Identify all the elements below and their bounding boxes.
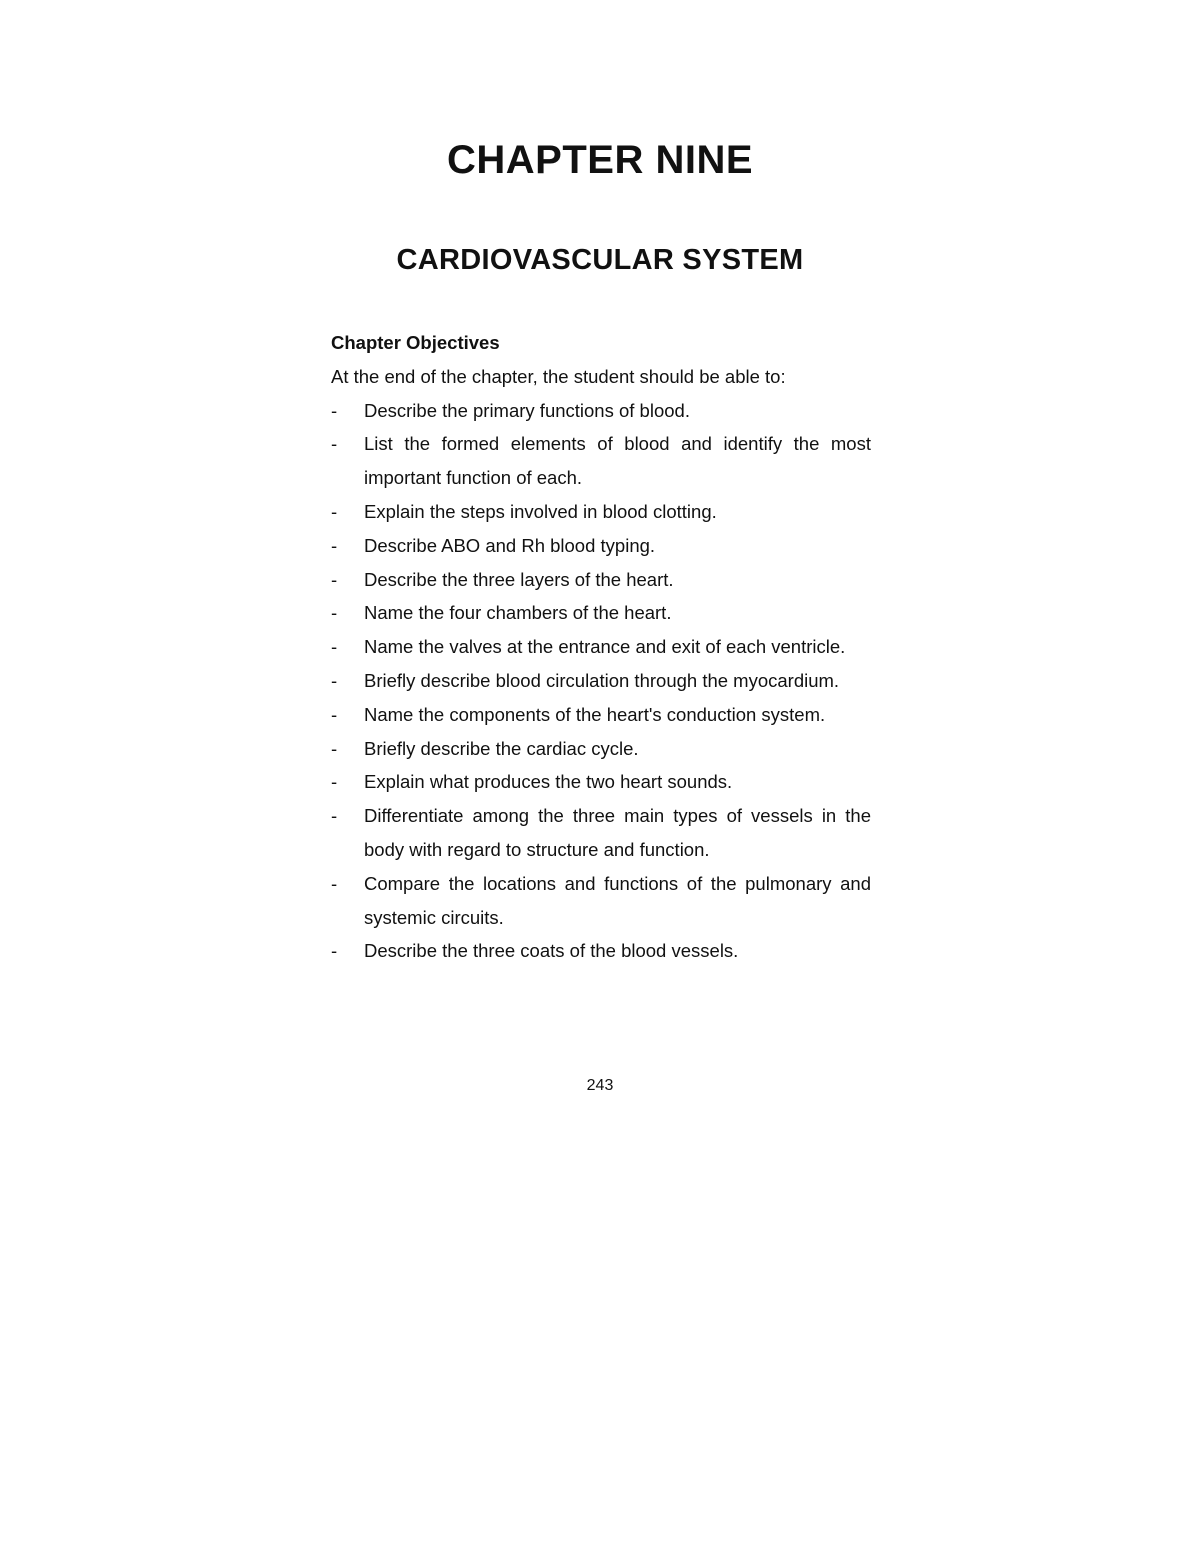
objective-list bbox=[331, 394, 871, 969]
objective-item bbox=[331, 664, 871, 698]
list-bullet: - bbox=[331, 399, 338, 421]
objective-item bbox=[331, 394, 871, 428]
objective-item bbox=[331, 563, 871, 597]
list-bullet: - bbox=[331, 737, 338, 759]
objective-text: Compare the locations and functions of the pulmonary and systemic circuits. bbox=[364, 872, 871, 928]
objective-item bbox=[331, 596, 871, 630]
objective-item bbox=[331, 934, 871, 968]
objectives-heading: Chapter Objectives bbox=[331, 332, 500, 353]
objective-text: Briefly describe blood circulation through the myocardium. bbox=[364, 669, 840, 691]
objective-text: Describe the primary functions of blood. bbox=[364, 399, 690, 421]
list-bullet: - bbox=[331, 602, 338, 624]
objective-text: Explain the steps involved in blood clotting. bbox=[364, 500, 717, 522]
objective-text: Explain what produces the two heart sounds. bbox=[364, 771, 733, 793]
objective-item bbox=[331, 799, 871, 867]
objective-item bbox=[331, 427, 871, 495]
list-bullet: - bbox=[331, 433, 338, 455]
objective-item bbox=[331, 529, 871, 563]
list-bullet: - bbox=[331, 568, 338, 590]
list-bullet: - bbox=[331, 500, 338, 522]
list-bullet: - bbox=[331, 771, 338, 793]
objective-text: Describe the three layers of the heart. bbox=[364, 568, 674, 590]
objective-text: Name the valves at the entrance and exit of each ventricle. bbox=[364, 636, 846, 658]
objective-text: Describe ABO and Rh blood typing. bbox=[364, 534, 656, 556]
list-bullet: - bbox=[331, 669, 338, 691]
objective-text: Name the components of the heart's conduction system. bbox=[364, 703, 826, 725]
objective-item bbox=[331, 698, 871, 732]
list-bullet: - bbox=[331, 636, 338, 658]
list-bullet: - bbox=[331, 703, 338, 725]
objective-text: Differentiate among the three main types of vessels in the body with regard to structure and function. bbox=[364, 805, 871, 860]
page-number: 243 bbox=[586, 1077, 614, 1094]
chapter-subtitle: CARDIOVASCULAR SYSTEM bbox=[396, 244, 804, 276]
list-bullet: - bbox=[331, 940, 338, 962]
objective-item bbox=[331, 630, 871, 664]
objective-item bbox=[331, 732, 871, 766]
list-bullet: - bbox=[331, 805, 338, 827]
objectives-intro: At the end of the chapter, the student should be able to: bbox=[331, 365, 786, 387]
objective-text: List the formed elements of blood and identify the most important function of each. bbox=[364, 433, 871, 489]
objective-text: Describe the three coats of the blood vessels. bbox=[364, 940, 739, 962]
objective-text: Briefly describe the cardiac cycle. bbox=[364, 737, 639, 759]
chapter-title: CHAPTER NINE bbox=[446, 138, 754, 182]
chapter-objectives-section bbox=[331, 326, 871, 968]
list-bullet: - bbox=[331, 534, 338, 556]
objective-text: Name the four chambers of the heart. bbox=[364, 602, 672, 624]
objective-item bbox=[331, 765, 871, 799]
objective-item bbox=[331, 495, 871, 529]
list-bullet: - bbox=[331, 872, 338, 894]
objective-item bbox=[331, 867, 871, 935]
